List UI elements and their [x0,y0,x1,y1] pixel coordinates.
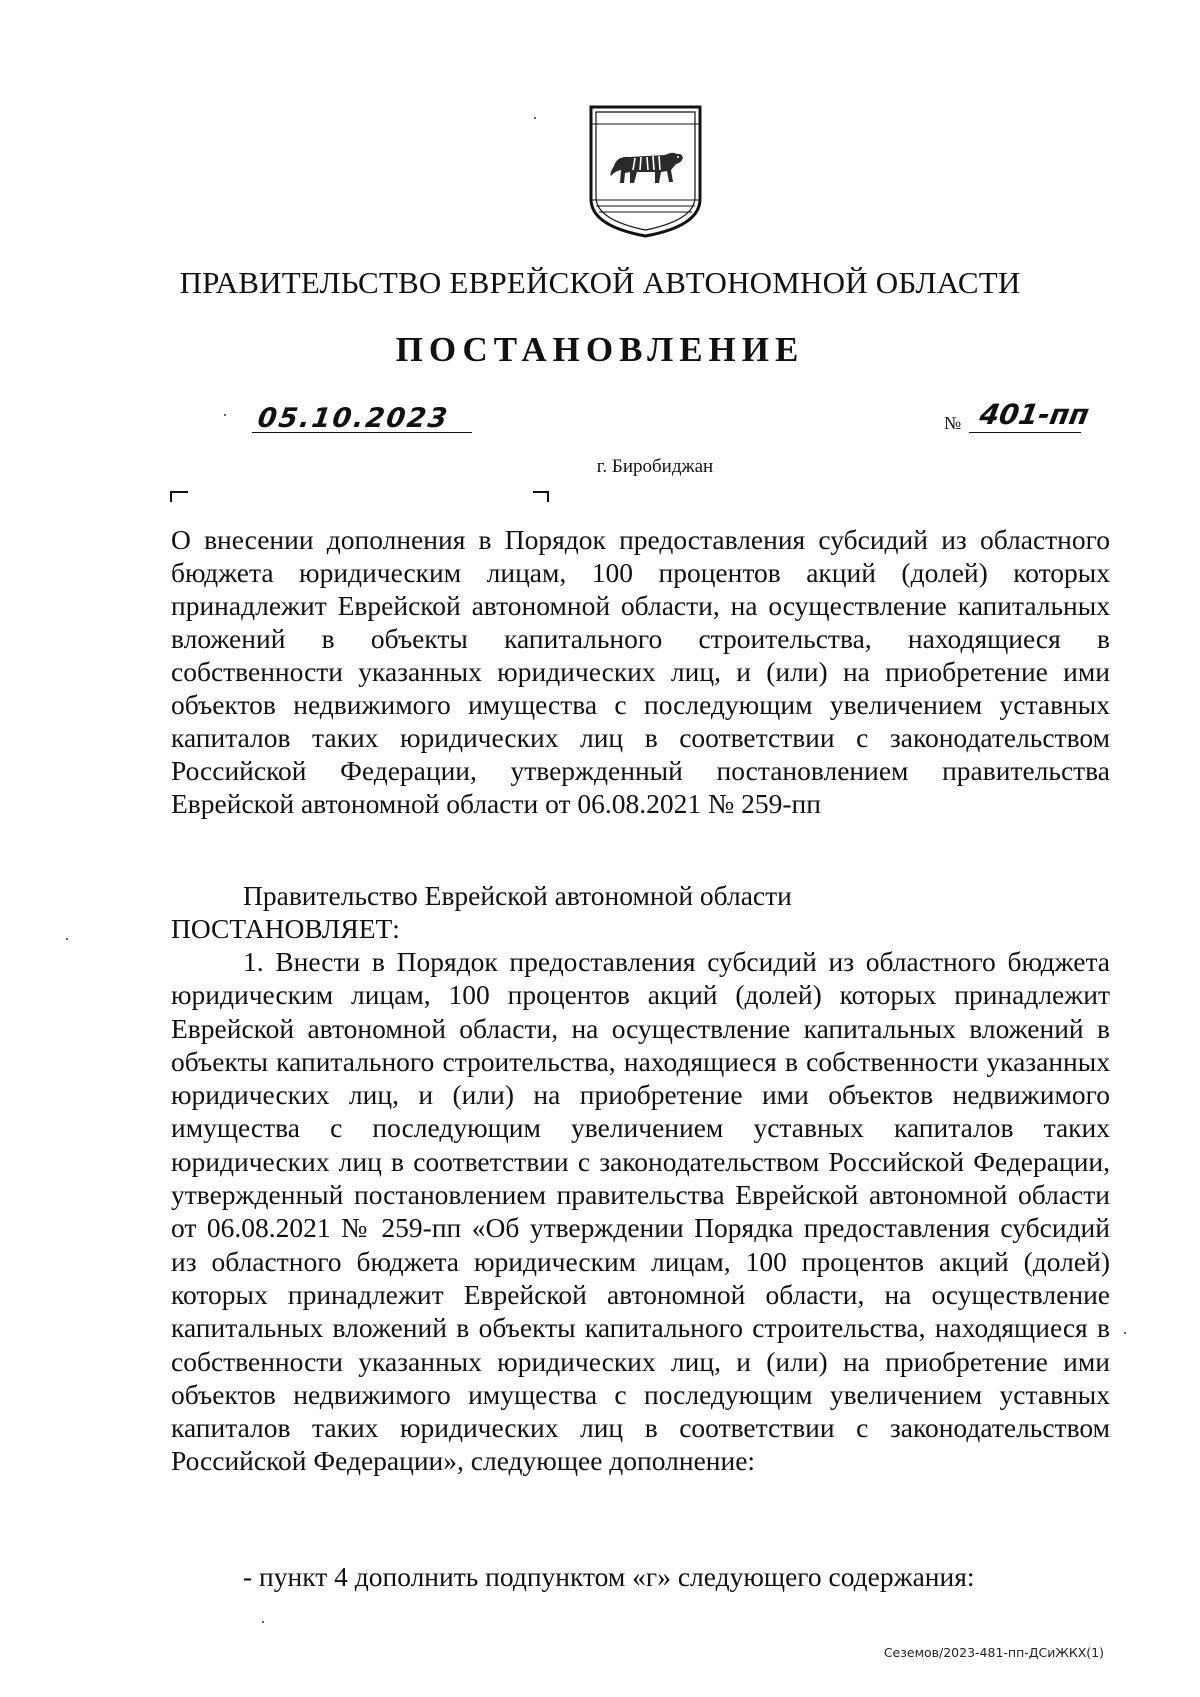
organization-title: ПРАВИТЕЛЬСТВО ЕВРЕЙСКОЙ АВТОНОМНОЙ ОБЛАСТИ [179,265,1021,300]
date-underline [252,432,472,433]
handwritten-number: 401-пп [977,398,1092,431]
coat-of-arms-icon [587,104,704,239]
scan-speck [224,414,226,416]
number-sign: № [944,413,962,433]
subject-bracket-left [170,491,188,502]
footer-document-code: Сеземов/2023-481-пп-ДСиЖКХ(1) [883,1645,1104,1660]
document-type-heading: ПОСТАНОВЛЕНИЕ [395,330,805,369]
preamble-resolves: ПОСТАНОВЛЯЕТ: [171,913,400,944]
preamble [171,879,1110,945]
scan-speck [262,1621,264,1623]
scan-speck [1124,1332,1126,1334]
handwritten-date: 05.10.2023 [255,403,451,434]
document-subject: О внесении дополнения в Порядок предоставления субсидий из областного бюджета юридическим лицам, 100 процентов акций (долей) которых принадлежит Еврейской автономной области, на осуществление капитальных вложений в объекты капитального строительства, находящиеся в собственности указанных юридических лиц, и (или) на приобретение ими объектов недвижимого имущества с последующим увеличением уставных капиталов таких юридических лиц в соответствии с законодательством Российской Федерации, утвержденный постановлением правительства Еврейской автономной области от 06.08.2021 № 259-пп [171,524,1110,819]
resolution-item-1: 1. Внести в Порядок предоставления субсидий из областного бюджета юридическим лицам, 100 процентов акций (долей) которых принадлежит Еврейской автономной области, на осуществление капитальных вложений в объекты капитального строительства, находящиеся в собственности указанных юридических лиц, и (или) на приобретение ими объектов недвижимого имущества с последующим увеличением уставных капиталов таких юридических лиц в соответствии с законодательством Российской Федерации, утвержденный постановлением правительства Еврейской автономной области от 06.08.2021 № 259-пп «Об утверждении Порядка предоставления субсидий из областного бюджета юридическим лицам, 100 процентов акций (долей) которых принадлежит Еврейской автономной области, на осуществление капитальных вложений в объекты капитального строительства, находящиеся в собственности указанных юридических лиц, и (или) на приобретение ими объектов недвижимого имущества с последующим увеличением уставных капиталов таких юридических лиц в соответствии с законодательством Российской Федерации», следующее дополнение: [171,946,1110,1477]
scan-speck [534,117,536,119]
scan-speck [66,938,68,940]
city-line: г. Биробиджан [596,456,714,477]
number-underline [969,432,1081,433]
resolution-sub-item: - пункт 4 дополнить подпунктом «г» следующего содержания: [243,1561,975,1592]
subject-bracket-right [533,491,549,502]
preamble-government: Правительство Еврейской автономной области [243,880,792,911]
